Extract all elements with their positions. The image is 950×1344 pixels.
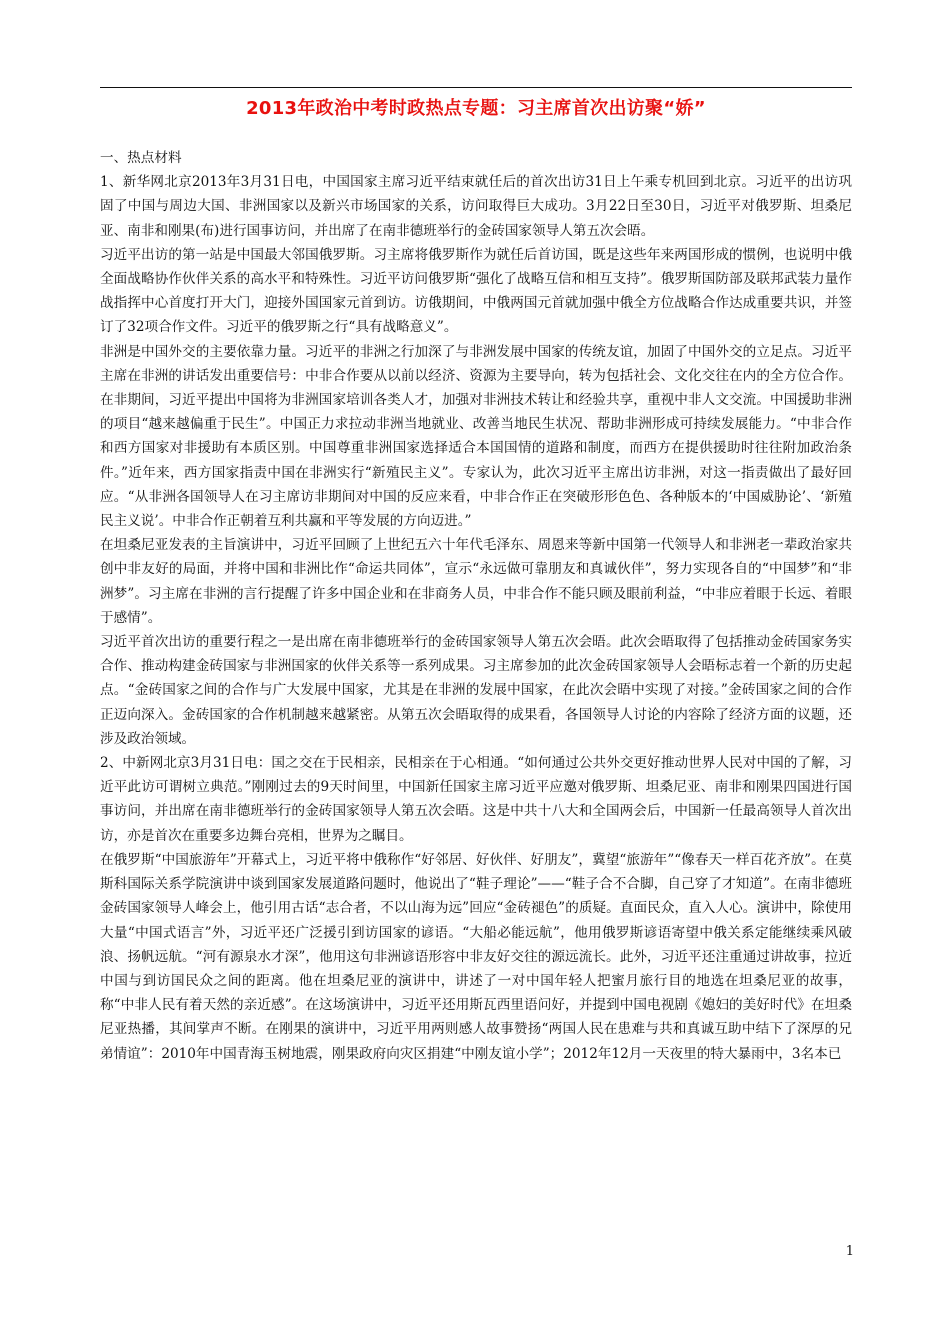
paragraph: 2、中新网北京3月31日电：国之交在于民相亲，民相亲在于心相通。“如何通过公共外交更好推动世界人民对中国的了解，习近平此访可谓树立典范。”刚刚过去的9天时间里，中国新任国家主席习近平应邀对俄罗斯、坦桑尼亚、南非和刚果四国进行国事访问，并出席在南非德班举行的金砖国家领导人第五次会晤。这是中共十八大和全国两会后，中国新一任最高领导人首次出访，亦是首次在重要多边舞台亮相，世界为之瞩目。	[100, 755, 852, 844]
paragraph: 习近平首次出访的重要行程之一是出席在南非德班举行的金砖国家领导人第五次会晤。此次会晤取得了包括推动金砖国家务实合作、推动构建金砖国家与非洲国家的伙伴关系等一系列成果。习主席参加的此次金砖国家领导人会晤标志着一个新的历史起点。“金砖国家之间的合作与广大发展中国家，尤其是在非洲的发展中国家，在此次会晤中实现了对接。”金砖国家之间的合作正迈向深入。金砖国家的合作机制越来越紧密。从第五次会晤取得的成果看，各国领导人讨论的内容除了经济方面的议题，还涉及政治领域。	[100, 634, 852, 747]
page-number: 1	[845, 1244, 854, 1259]
paragraph: 非洲是中国外交的主要依靠力量。习近平的非洲之行加深了与非洲发展中国家的传统友谊，加固了中国外交的立足点。习近平主席在非洲的讲话发出重要信号：中非合作要从以前以经济、资源为主要导向，转为包括社会、文化交往在内的全方位合作。在非期间，习近平提出中国将为非洲国家培训各类人才，加强对非洲技术转让和经验共享，重视中非人文交流。中国援助非洲的项目“越来越偏重于民生”。中国正力求拉动非洲当地就业、改善当地民生状况、帮助非洲形成可持续发展能力。“中非合作和西方国家对非援助有本质区别。中国尊重非洲国家选择适合本国国情的道路和制度，而西方在提供援助时往往附加政治条件。”近年来，西方国家指责中国在非洲实行“新殖民主义”。专家认为，此次习近平主席出访非洲，对这一指责做出了最好回应。“从非洲各国领导人在习主席访非期间对中国的反应来看，中非合作正在突破形形色色、各种版本的‘中国威胁论’、‘新殖民主义说’。中非合作正朝着互利共赢和平等发展的方向迈进。”	[100, 343, 852, 530]
paragraph: 在坦桑尼亚发表的主旨演讲中，习近平回顾了上世纪五六十年代毛泽东、周恩来等新中国第一代领导人和非洲老一辈政治家共创中非友好的局面，并将中国和非洲比作“命运共同体”，宣示“永远做可靠朋友和真诚伙伴”，努力实现各自的“中国梦”和“非洲梦”。习主席在非洲的言行提醒了许多中国企业和在非商务人员，中非合作不能只顾及眼前利益，“中非应着眼于长远、着眼于感情”。	[100, 537, 852, 626]
document-title: 2013年政治中考时政热点专题：习主席首次出访聚“娇”	[246, 98, 706, 119]
header-rule	[100, 87, 852, 88]
document-body	[100, 146, 852, 1066]
paragraph: 在俄罗斯“中国旅游年”开幕式上，习近平将中俄称作“好邻居、好伙伴、好朋友”，冀望“旅游年”“像春天一样百花齐放”。在莫斯科国际关系学院演讲中谈到国家发展道路问题时，他说出了“鞋子理论”——“鞋子合不合脚，自己穿了才知道”。在南非德班金砖国家领导人峰会上，他引用古话“志合者，不以山海为远”回应“金砖褪色”的质疑。直面民众，直入人心。演讲中，除使用大量“中国式语言”外，习近平还广泛援引到访国家的谚语。“大船必能远航”，他用俄罗斯谚语寄望中俄关系定能继续乘风破浪、扬帆远航。“河有源泉水才深”，他用这句非洲谚语形容中非友好交往的源远流长。此外，习近平还注重通过讲故事，拉近中国与到访国民众之间的距离。他在坦桑尼亚的演讲中，讲述了一对中国年轻人把蜜月旅行目的地选在坦桑尼亚的故事，称“中非人民有着天然的亲近感”。在这场演讲中，习近平还用斯瓦西里语问好，并提到中国电视剧《媳妇的美好时代》在坦桑尼亚热播，其间掌声不断。在刚果的演讲中，习近平用两则感人故事赞扬“两国人民在患难与共和真诚互助中结下了深厚的兄弟情谊”：2010年中国青海玉树地震，刚果政府向灾区捐建“中刚友谊小学”；2012年12月一天夜里的特大暴雨中，3名本已	[100, 851, 852, 1062]
section-heading: 一、热点材料	[100, 150, 182, 166]
paragraph: 1、新华网北京2013年3月31日电，中国国家主席习近平结束就任后的首次出访31日上午乘专机回到北京。习近平的出访巩固了中国与周边大国、非洲国家以及新兴市场国家的关系，访问取得巨大成功。3月22日至30日，习近平对俄罗斯、坦桑尼亚、南非和刚果(布)进行国事访问，并出席了在南非德班举行的金砖国家领导人第五次会晤。	[100, 174, 852, 239]
paragraph: 习近平出访的第一站是中国最大邻国俄罗斯。习主席将俄罗斯作为就任后首访国，既是这些年来两国形成的惯例，也说明中俄全面战略协作伙伴关系的高水平和特殊性。习近平访问俄罗斯“强化了战略互信和相互支持”。俄罗斯国防部及联邦武装力量作战指挥中心首度打开大门，迎接外国国家元首到访。访俄期间，中俄两国元首就加强中俄全方位战略合作达成重要共识，并签订了32项合作文件。习近平的俄罗斯之行“具有战略意义”。	[100, 246, 852, 336]
